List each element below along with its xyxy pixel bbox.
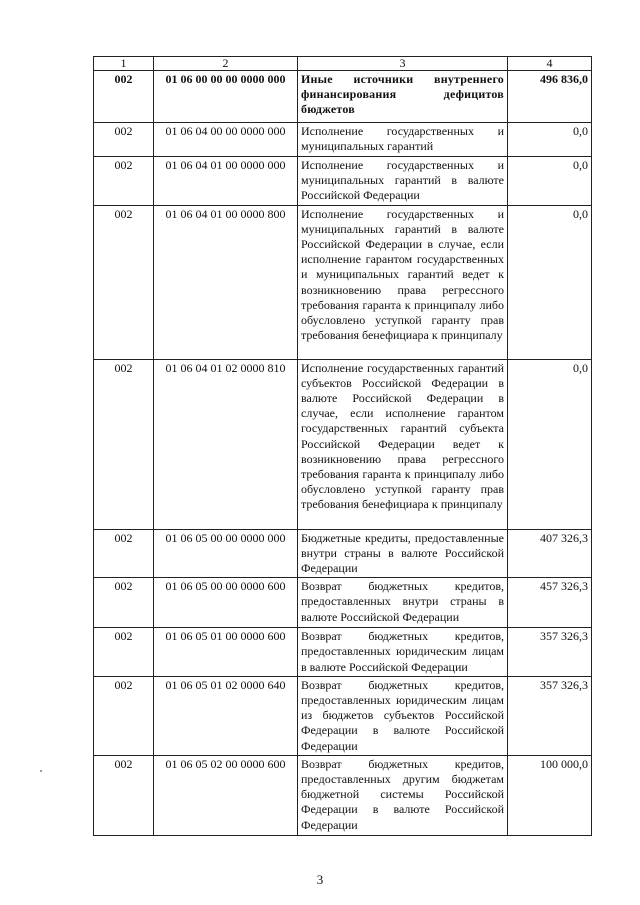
amount-cell: 0,0 xyxy=(508,123,592,157)
amount-cell: 100 000,0 xyxy=(508,755,592,835)
column-number: 3 xyxy=(298,57,508,71)
amount-cell: 357 326,3 xyxy=(508,676,592,755)
budget-code-cell: 01 06 00 00 00 0000 000 xyxy=(154,71,298,123)
source-name-cell: Иные источники внутреннего финансирования дефицитов бюджетов xyxy=(298,71,508,123)
table-row xyxy=(94,676,592,755)
table-row xyxy=(94,123,592,157)
admin-code-cell: 002 xyxy=(94,578,154,628)
source-name-cell: Возврат бюджетных кредитов, предоставленных юридическим лицам из бюджетов субъектов Российской Федерации в валюте Российской Федерации xyxy=(298,676,508,755)
budget-code-cell: 01 06 05 01 00 0000 600 xyxy=(154,628,298,677)
admin-code-cell: 002 xyxy=(94,676,154,755)
budget-code-cell: 01 06 04 01 00 0000 800 xyxy=(154,205,298,359)
amount-cell: 457 326,3 xyxy=(508,578,592,628)
admin-code-cell: 002 xyxy=(94,529,154,578)
amount-cell: 357 326,3 xyxy=(508,628,592,677)
page-number: 3 xyxy=(316,872,324,887)
admin-code-cell: 002 xyxy=(94,359,154,529)
column-number-row xyxy=(94,57,592,71)
table-row xyxy=(94,157,592,206)
column-number: 4 xyxy=(508,57,592,71)
admin-code-cell: 002 xyxy=(94,123,154,157)
table-row xyxy=(94,628,592,677)
table-row xyxy=(94,529,592,578)
column-number: 2 xyxy=(154,57,298,71)
table-row xyxy=(94,205,592,359)
admin-code-cell: 002 xyxy=(94,205,154,359)
amount-cell: 0,0 xyxy=(508,205,592,359)
source-name-cell: Возврат бюджетных кредитов, предоставленных другим бюджетам бюджетной системы Российской Федерации в валюте Российской Федерации xyxy=(298,755,508,835)
budget-code-cell: 01 06 05 02 00 0000 600 xyxy=(154,755,298,835)
amount-cell: 496 836,0 xyxy=(508,71,592,123)
column-number: 1 xyxy=(94,57,154,71)
table-row xyxy=(94,755,592,835)
amount-cell: 0,0 xyxy=(508,359,592,529)
scan-speck xyxy=(40,770,42,772)
source-name-cell: Исполнение государственных и муниципальных гарантий xyxy=(298,123,508,157)
source-name-cell: Исполнение государственных и муниципальных гарантий в валюте Российской Федерации в случае, если исполнение гарантом государственных и муниципальных гарантий ведет к возникновению права регрессного требования гаранта к принципалу либо обусловлено уступкой гаранту прав требования бенефициара к принципалу xyxy=(298,205,508,359)
source-name-cell: Бюджетные кредиты, предоставленные внутри страны в валюте Российской Федерации xyxy=(298,529,508,578)
admin-code-cell: 002 xyxy=(94,157,154,206)
admin-code-cell: 002 xyxy=(94,755,154,835)
budget-code-cell: 01 06 04 00 00 0000 000 xyxy=(154,123,298,157)
table-row xyxy=(94,578,592,628)
source-name-cell: Возврат бюджетных кредитов, предоставленных юридическим лицам в валюте Российской Федерации xyxy=(298,628,508,677)
amount-cell: 0,0 xyxy=(508,157,592,206)
admin-code-cell: 002 xyxy=(94,628,154,677)
source-name-cell: Исполнение государственных гарантий субъектов Российской Федерации в валюте Российской Федерации в случае, если исполнение гарантом государственных гарантий субъекта Российской Федерации ведет к возникновению права регрессного требования гаранта к принципалу либо обусловлено уступкой гаранту прав требования бенефициара к принципалу xyxy=(298,359,508,529)
amount-cell: 407 326,3 xyxy=(508,529,592,578)
budget-code-cell: 01 06 05 00 00 0000 600 xyxy=(154,578,298,628)
budget-sources-table xyxy=(93,56,592,836)
source-name-cell: Возврат бюджетных кредитов, предоставленных внутри страны в валюте Российской Федерации xyxy=(298,578,508,628)
budget-code-cell: 01 06 05 01 02 0000 640 xyxy=(154,676,298,755)
budget-code-cell: 01 06 04 01 00 0000 000 xyxy=(154,157,298,206)
budget-code-cell: 01 06 04 01 02 0000 810 xyxy=(154,359,298,529)
table-row xyxy=(94,359,592,529)
source-name-cell: Исполнение государственных и муниципальных гарантий в валюте Российской Федерации xyxy=(298,157,508,206)
budget-code-cell: 01 06 05 00 00 0000 000 xyxy=(154,529,298,578)
table-row xyxy=(94,71,592,123)
admin-code-cell: 002 xyxy=(94,71,154,123)
